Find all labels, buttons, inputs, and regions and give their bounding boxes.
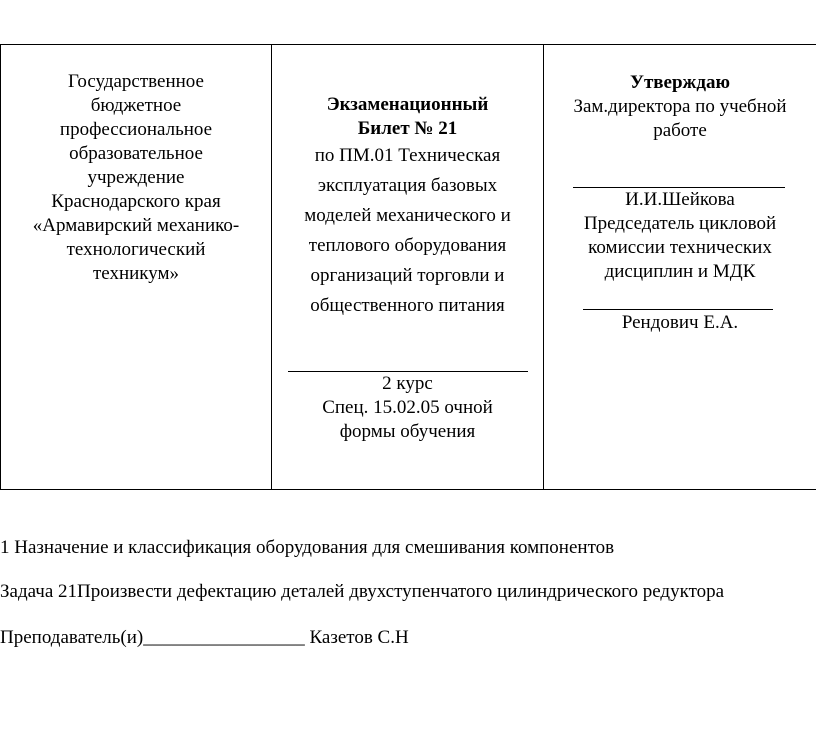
- module-line: моделей механического и: [304, 205, 511, 226]
- specialty-line: Спец. 15.02.05 очной: [322, 397, 493, 418]
- institution-line: профессиональное: [59, 119, 213, 140]
- module-line: эксплуатация базовых: [317, 175, 498, 196]
- institution-name: [1, 70, 271, 286]
- exam-ticket-header-table: [0, 44, 816, 490]
- institution-line: учреждение: [87, 167, 185, 188]
- module-line: общественного питания: [310, 295, 505, 316]
- chair-name-block: [544, 311, 816, 335]
- exam-title: Экзаменационный: [326, 94, 489, 115]
- chair-name: Рендович Е.А.: [621, 312, 739, 333]
- institution-line: технологический: [66, 239, 206, 260]
- approval-block: [544, 71, 816, 143]
- institution-line: «Армавирский механико-: [32, 215, 240, 236]
- institution-line: Краснодарского края: [51, 191, 221, 212]
- institution-line: образовательное: [69, 143, 203, 164]
- chair-line: комиссии технических: [588, 237, 772, 258]
- specialty-line: формы обучения: [339, 421, 476, 442]
- approve-line: Зам.директора по учебной: [573, 96, 787, 117]
- approve-line: работе: [653, 120, 707, 141]
- approve-title: Утверждаю: [630, 72, 730, 93]
- institution-line: техникум»: [92, 263, 180, 284]
- course-info: [272, 372, 543, 444]
- institution-line: Государственное: [68, 71, 204, 92]
- signature-line: [583, 309, 773, 310]
- approval-cell: [544, 45, 816, 489]
- course-label: 2 курс: [382, 373, 433, 394]
- exam-ticket-info: [272, 93, 543, 321]
- institution-cell: [0, 45, 272, 489]
- teacher-signature: Преподаватель(и)_________________ Казетов С.Н: [0, 627, 409, 648]
- task-21: Задача 21Произвести дефектацию деталей двухступенчатого цилиндрического редуктора: [0, 581, 725, 602]
- ticket-number: Билет № 21: [357, 118, 458, 139]
- question-1: 1 Назначение и классификация оборудования для смешивания компонентов: [0, 537, 615, 558]
- exam-info-cell: [272, 45, 544, 489]
- module-line: организаций торговли и: [310, 265, 505, 286]
- chair-block: [544, 188, 816, 284]
- deputy-name: И.И.Шейкова: [625, 189, 735, 210]
- chair-line: Председатель цикловой: [583, 213, 777, 234]
- institution-line: бюджетное: [90, 95, 182, 116]
- module-line: по ПМ.01 Техническая: [314, 145, 501, 166]
- module-line: теплового оборудования: [308, 235, 507, 256]
- chair-line: дисциплин и МДК: [604, 261, 756, 282]
